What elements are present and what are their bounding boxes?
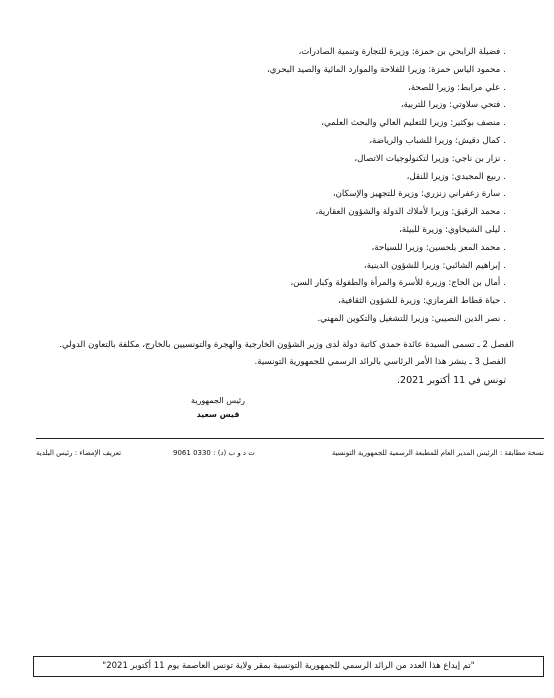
list-item-text: ليلى الشيخاوي: وزيرة للبيئة، — [399, 224, 501, 235]
list-item — [36, 204, 506, 222]
list-item — [36, 115, 506, 133]
list-item — [36, 186, 506, 204]
list-item — [36, 258, 506, 276]
list-item-text: محمد الرقيق: وزيرا لأملاك الدولة والشؤون العقارية، — [315, 207, 501, 218]
list-bullet: . — [503, 82, 506, 93]
list-item — [36, 275, 506, 293]
signature-name: قيس سعيد — [196, 410, 240, 419]
list-item — [36, 169, 506, 187]
list-item-text: أمال بن الحاج: وزيرة للأسرة والمرأة والطفولة وكبار السن، — [290, 278, 501, 289]
article-3: الفصل 3 ـ ينشر هذا الأمر الرئاسي بالرائد الرسمي للجمهورية التونسية. — [254, 357, 506, 367]
list-item — [36, 62, 506, 80]
list-item-text: فضيلة الرابحي بن حمزة: وزيرة للتجارة وتنمية الصادرات، — [298, 47, 501, 57]
list-bullet: . — [503, 64, 506, 75]
list-item — [36, 97, 506, 115]
list-item-text: محمد المعز بلحسين: وزيرا للسياحة، — [371, 242, 501, 253]
list-bullet: . — [503, 100, 506, 111]
list-bullet: . — [503, 118, 506, 129]
list-bullet: . — [503, 296, 506, 307]
list-item-text: سارة زعفراني زنزري: وزيرة للتجهيز والإسكان، — [332, 189, 501, 200]
list-bullet: . — [503, 47, 506, 57]
list-bullet: . — [503, 278, 506, 289]
decree-date: تونس في 11 أكتوبر 2021. — [397, 375, 506, 386]
list-bullet: . — [503, 313, 506, 324]
list-bullet: . — [503, 260, 506, 271]
footer-separator — [36, 438, 544, 439]
list-item-text: منصف بوكثير: وزيرا للتعليم العالي والبحث العلمي، — [321, 118, 501, 129]
certified-copy: نسخة مطابقة : الرئيس المدير العام للمطبعة الرسمية للجمهورية التونسية — [331, 449, 544, 457]
ministers-list — [36, 44, 506, 329]
list-item-text: ربيع المجيدي: وزيرا للنقل، — [406, 171, 501, 182]
list-item — [36, 311, 506, 329]
registration-code: ت د و ب (د) : 0330 9061 — [173, 449, 255, 457]
signature-block — [178, 394, 258, 422]
list-item-text: كمال دقيش: وزيرا للشباب والرياضة، — [369, 135, 501, 146]
list-bullet: . — [503, 189, 506, 200]
list-item — [36, 293, 506, 311]
list-item-text: علي مرابط: وزيرا للصحة، — [408, 82, 501, 93]
list-item-text: نصر الدين النصيبي: وزيرا للتشغيل والتكوين المهني. — [317, 313, 501, 324]
list-item — [36, 44, 506, 62]
signature-title: رئيس الجمهورية — [191, 396, 245, 405]
list-item-text: إبراهيم الشائبي: وزيرا للشؤون الدينية، — [363, 260, 501, 271]
list-item-text: نزار بن ناجي: وزيرا لتكنولوجيات الاتصال، — [354, 153, 501, 164]
list-item — [36, 80, 506, 98]
list-item — [36, 222, 506, 240]
list-bullet: . — [503, 224, 506, 235]
deposit-notice: "تم إيداع هذا العدد من الرائد الرسمي للجمهورية التونسية بمقر ولاية تونس العاصمة يوم 11 أكتوبر 2021" — [102, 661, 475, 671]
list-item — [36, 240, 506, 258]
article-2: الفصل 2 ـ تسمى السيدة عائدة حمدي كاتبة دولة لدى وزير الشؤون الخارجية والهجرة والتونسيين بالخارج، مكلفة بالتعاون الدولي. — [59, 340, 514, 350]
list-bullet: . — [503, 242, 506, 253]
list-item-text: محمود الياس حمزة: وزيرا للفلاحة والموارد المائية والصيد البحري، — [267, 64, 501, 75]
list-item — [36, 133, 506, 151]
list-bullet: . — [503, 207, 506, 218]
list-item-text: حياة قطاط القرمازي: وزيرة للشؤون الثقافية، — [338, 296, 501, 307]
list-item — [36, 151, 506, 169]
list-bullet: . — [503, 171, 506, 182]
list-bullet: . — [503, 153, 506, 164]
deposit-notice-box — [33, 656, 544, 677]
list-item-text: فتحي سلاوتي: وزيرا للتربية، — [400, 100, 501, 111]
signature-identification: تعريف الإمضاء : رئيس البلدية — [36, 449, 122, 457]
list-bullet: . — [503, 135, 506, 146]
